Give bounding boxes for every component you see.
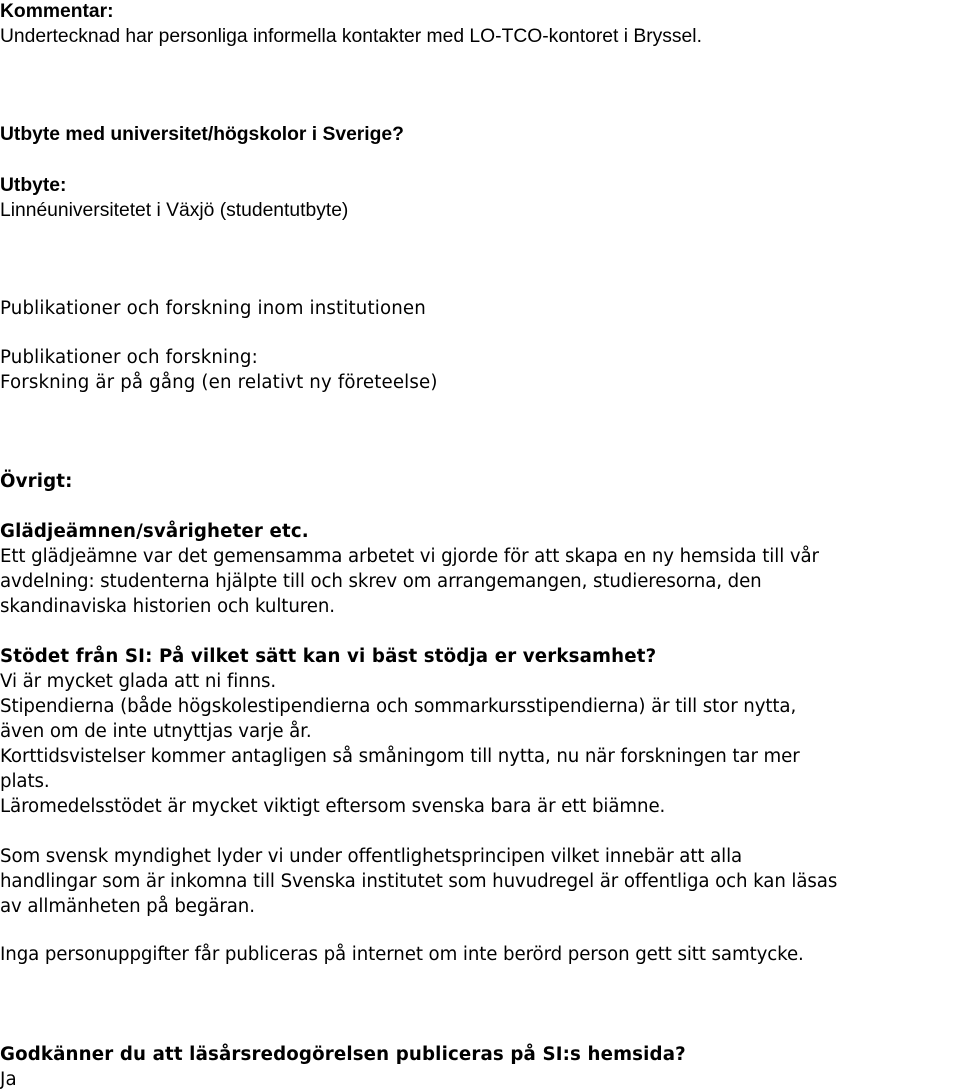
stodet-line: Korttidsvistelser kommer antagligen så småningom till nytta, nu när forskningen tar mer — [0, 746, 800, 767]
gladjeamnen-heading: Glädjeämnen/svårigheter etc. — [0, 521, 309, 542]
stodet-line: Läromedelsstödet är mycket viktigt eftersom svenska bara är ett biämne. — [0, 796, 666, 817]
gladjeamnen-line: skandinaviska historien och kulturen. — [0, 596, 335, 617]
stodet-line: plats. — [0, 771, 50, 792]
offentlighet-line: av allmänheten på begäran. — [0, 896, 255, 917]
gladjeamnen-line: avdelning: studenterna hjälpte till och skrev om arrangemangen, studieresorna, den — [0, 571, 762, 592]
gladjeamnen-line: Ett glädjeämne var det gemensamma arbetet vi gjorde för att skapa en ny hemsida till vår — [0, 546, 819, 567]
godkannande-answer: Ja — [0, 1069, 17, 1090]
publikationer-section-title: Publikationer och forskning inom institutionen — [0, 298, 426, 319]
utbyte-text: Linnéuniversitetet i Växjö (studentutbyte) — [0, 200, 349, 221]
publikationer-text: Forskning är på gång (en relativt ny företeelse) — [0, 372, 438, 393]
offentlighet-line: Som svensk myndighet lyder vi under offentlighetsprincipen vilket innebär att alla — [0, 846, 743, 867]
godkannande-question: Godkänner du att läsårsredogörelsen publiceras på SI:s hemsida? — [0, 1044, 686, 1065]
stodet-line: Stipendierna (både högskolestipendierna och sommarkursstipendierna) är till stor nytta, — [0, 696, 797, 717]
utbyte-heading: Utbyte: — [0, 175, 67, 196]
offentlighet-line: handlingar som är inkomna till Svenska institutet som huvudregel är offentliga och kan läsas — [0, 871, 838, 892]
kommentar-heading: Kommentar: — [0, 1, 114, 22]
stodet-heading: Stödet från SI: På vilket sätt kan vi bäst stödja er verksamhet? — [0, 646, 657, 667]
personuppgifter-text: Inga personuppgifter får publiceras på internet om inte berörd person gett sitt samtycke. — [0, 944, 804, 965]
publikationer-heading: Publikationer och forskning: — [0, 347, 258, 368]
ovrigt-heading: Övrigt: — [0, 471, 73, 492]
stodet-line: Vi är mycket glada att ni finns. — [0, 671, 277, 692]
kommentar-text: Undertecknad har personliga informella kontakter med LO-TCO-kontoret i Bryssel. — [0, 26, 702, 47]
stodet-line: även om de inte utnyttjas varje år. — [0, 721, 312, 742]
utbyte-question: Utbyte med universitet/högskolor i Sverige? — [0, 124, 404, 145]
